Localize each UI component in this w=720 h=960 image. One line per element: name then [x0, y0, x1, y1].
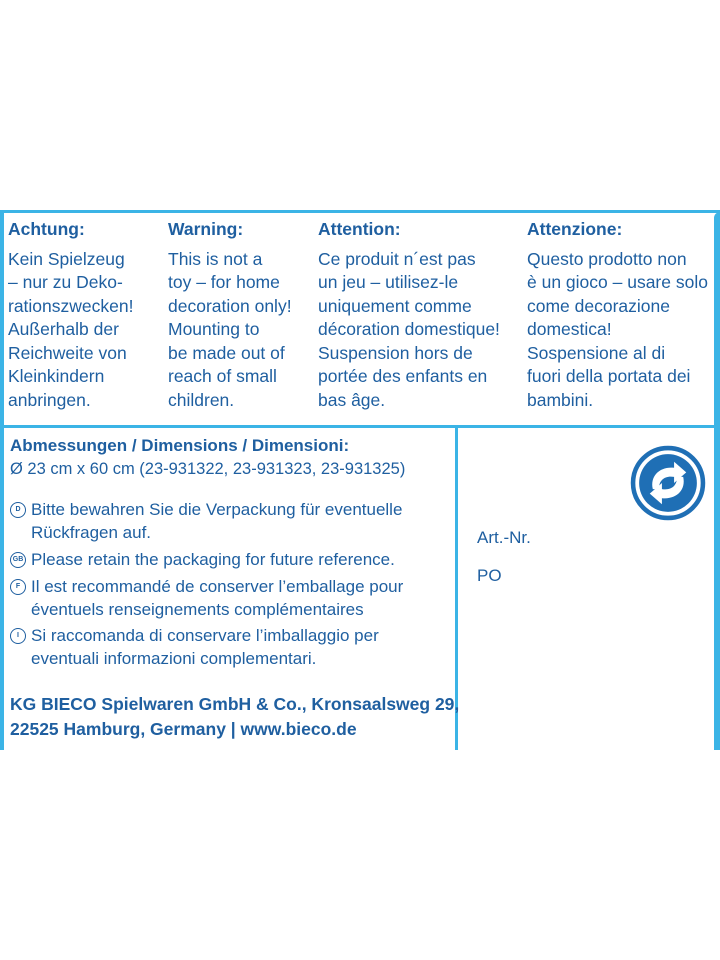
warning-text: Kein Spielzeug – nur zu Deko- rationszwecken! Außerhalb der Reichweite von Kleinkindern anbringen. — [8, 248, 134, 410]
right-border — [714, 212, 720, 750]
country-f-icon: F — [10, 579, 26, 595]
green-dot-recycle-icon — [630, 445, 706, 521]
warning-it — [527, 218, 708, 412]
po-label: PO — [477, 566, 502, 585]
dimensions-title: Abmessungen / Dimensions / Dimensioni: — [10, 436, 350, 455]
warning-heading: Warning: — [168, 219, 244, 239]
left-border — [0, 212, 4, 750]
warning-text: Ce produit n´est pas un jeu – utilisez-le uniquement comme décoration domestique! Suspension hors de portée des enfants en bas âge. — [318, 248, 500, 410]
warning-text: This is not a toy – for home decoration only! Mounting to be made out of reach of small children. — [168, 248, 292, 410]
note-text: Si raccomanda di conservare l’imballaggio per eventuali informazioni complementari. — [31, 626, 379, 668]
warning-fr — [318, 218, 500, 412]
company-address: KG BIECO Spielwaren GmbH & Co., Kronsaalsweg 29, 22525 Hamburg, Germany | www.bieco.de — [10, 694, 460, 739]
country-i-icon: I — [10, 628, 26, 644]
note-de — [10, 498, 402, 544]
warning-en — [168, 218, 292, 412]
dimensions-value: Ø 23 cm x 60 cm (23-931322, 23-931323, 23-931325) — [10, 460, 406, 478]
warning-text: Questo prodotto non è un gioco – usare solo come decorazione domestica! Sospensione al di fuori della portata dei bambini. — [527, 248, 708, 410]
note-gb — [10, 548, 395, 571]
warning-de — [8, 218, 133, 412]
country-d-icon: D — [10, 502, 26, 518]
note-text: Bitte bewahren Sie die Verpackung für eventuelle Rückfragen auf. — [31, 500, 403, 542]
note-text: Il est recommandé de conserver l’emballage pour éventuels renseignements complémentaires — [31, 577, 404, 619]
warning-heading: Achtung: — [8, 219, 85, 239]
top-border — [0, 210, 720, 213]
warning-heading: Attention: — [318, 219, 401, 239]
country-gb-icon: GB — [10, 552, 26, 568]
article-number-label: Art.-Nr. — [477, 528, 531, 547]
warning-heading: Attenzione: — [527, 219, 623, 239]
note-it — [10, 624, 379, 670]
horizontal-divider — [0, 425, 714, 428]
note-text: Please retain the packaging for future reference. — [31, 550, 395, 569]
note-fr — [10, 575, 403, 621]
